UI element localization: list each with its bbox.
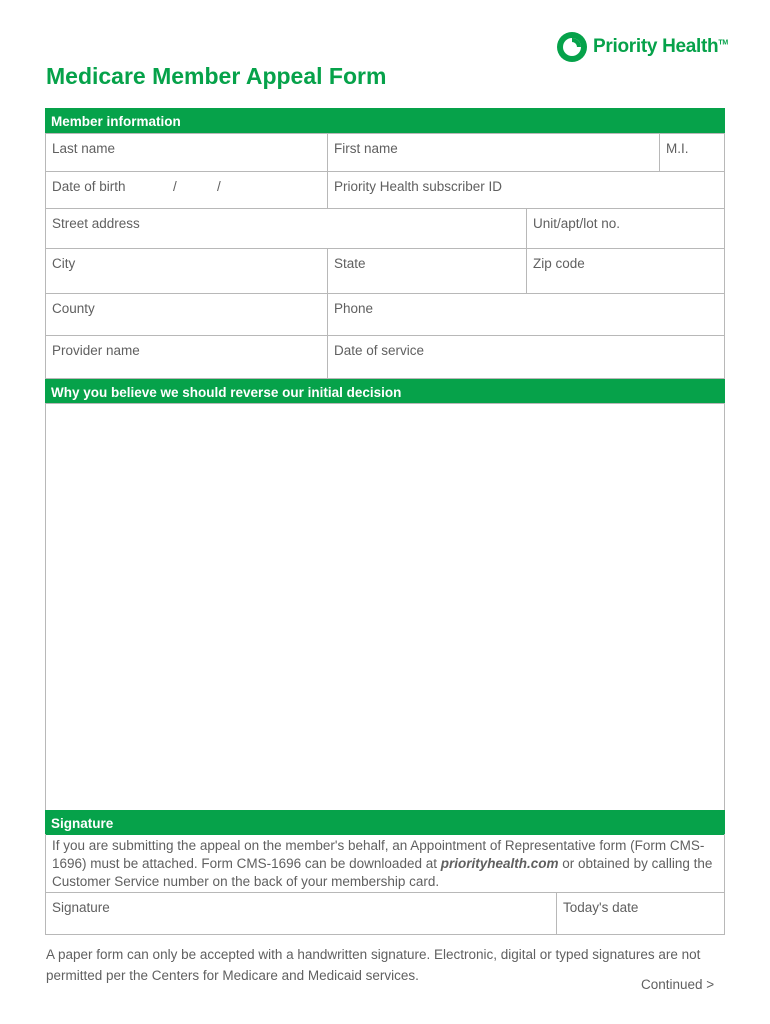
middle-initial-label: M.I. [666, 141, 689, 156]
signature-label: Signature [52, 900, 110, 915]
zip-code-field[interactable] [526, 248, 725, 294]
last-name-label: Last name [52, 141, 116, 156]
signature-instructions [45, 834, 725, 893]
city-label: City [52, 256, 76, 271]
middle-initial-field[interactable] [659, 133, 725, 172]
phone-label: Phone [334, 301, 374, 316]
date-of-service-label: Date of service [334, 343, 425, 358]
provider-name-field[interactable] [45, 335, 328, 379]
zip-code-label: Zip code [533, 256, 585, 271]
phone-field[interactable] [327, 293, 725, 336]
logo-text: Priority Health™ [593, 36, 728, 57]
street-address-label: Street address [52, 216, 140, 231]
subscriber-id-label: Priority Health subscriber ID [334, 179, 503, 194]
street-address-field[interactable] [45, 208, 527, 249]
reason-textarea[interactable] [45, 403, 725, 811]
dob-separator: / [173, 179, 177, 194]
county-label: County [52, 301, 95, 316]
date-of-birth-label: Date of birth [52, 179, 126, 194]
footer-note: A paper form can only be accepted with a handwritten signature. Electronic, digital or typed signatures are not permitted per the Centers for Medicare and Medicaid services. [46, 947, 701, 983]
todays-date-field[interactable] [556, 892, 725, 935]
subscriber-id-field[interactable] [327, 171, 725, 209]
provider-name-label: Provider name [52, 343, 140, 358]
signature-note-text: If you are submitting the appeal on the member's behalf, an Appointment of Representative form (Form CMS-1696) must be attached. Form CMS-1696 can be downloaded at [52, 838, 705, 871]
city-field[interactable] [45, 248, 328, 294]
priorityhealth-link[interactable]: priorityhealth.com [440, 856, 559, 871]
first-name-label: First name [334, 141, 398, 156]
page-title: Medicare Member Appeal Form [46, 63, 387, 89]
dob-separator: / [217, 179, 221, 194]
todays-date-label: Today's date [563, 900, 639, 915]
section-header-member-info: Member information [45, 108, 725, 133]
unit-field[interactable] [526, 208, 725, 249]
last-name-field[interactable] [45, 133, 328, 172]
section-header-signature: Signature [45, 810, 725, 835]
first-name-field[interactable] [327, 133, 660, 172]
state-label: State [334, 256, 366, 271]
state-field[interactable] [327, 248, 527, 294]
logo-trademark: TM [718, 39, 728, 47]
priority-health-logo [555, 30, 728, 64]
signature-field[interactable] [45, 892, 557, 935]
unit-label: Unit/apt/lot no. [533, 216, 621, 231]
date-of-service-field[interactable] [327, 335, 725, 379]
date-of-birth-field[interactable] [45, 171, 328, 209]
section-header-reason: Why you believe we should reverse our initial decision [45, 379, 725, 404]
county-field[interactable] [45, 293, 328, 336]
logo-mark-icon [555, 30, 589, 64]
signature-note-text-end: or obtained by calling the Customer Service number on the back of your membership card. [52, 856, 713, 889]
continued-label: Continued > [641, 977, 715, 992]
